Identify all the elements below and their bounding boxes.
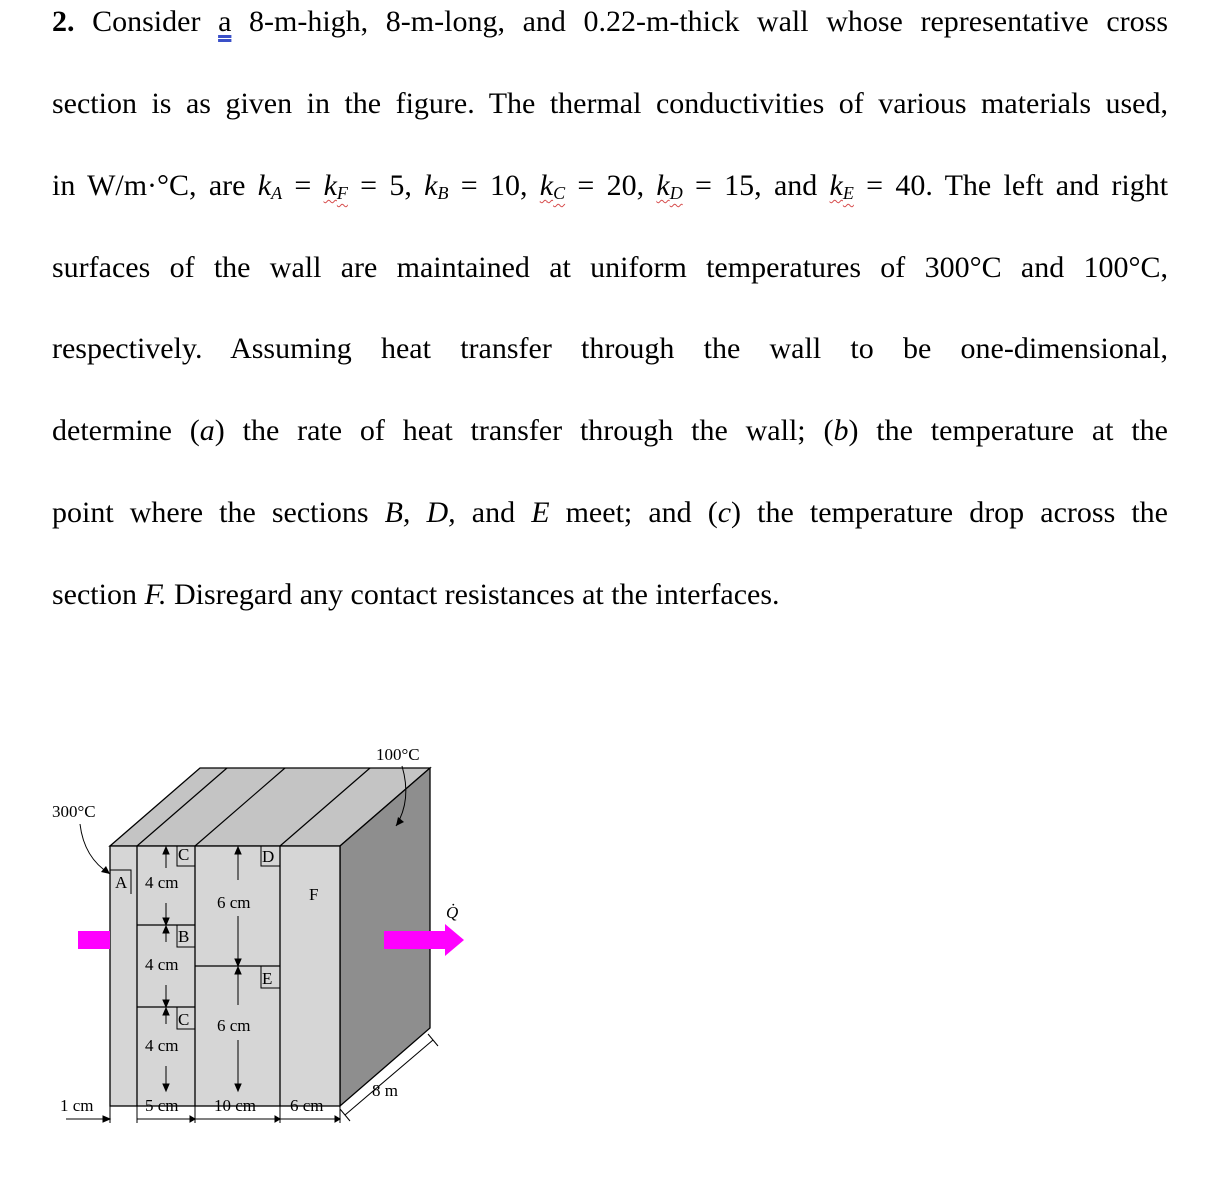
depth-tick [340,1109,350,1121]
text-segment: ) the temperature drop across the [731,496,1168,529]
symbol-k: k [257,169,272,202]
section-label-c-top: C [178,845,190,864]
dim-label-width-a: 1 cm [60,1096,94,1115]
text-segment: Consider [92,5,201,38]
text-segment: ) the temperature at the [848,414,1168,447]
dim-label-c-top: 4 cm [145,873,179,892]
text-segment: a [218,5,232,38]
dim-label-width-bc: 5 cm [145,1096,179,1115]
dim-label-e: 6 cm [217,1016,251,1035]
problem-line-8 [52,575,1168,615]
wall-diagram [0,720,520,1160]
text-segment: = 40. The left and right [853,169,1169,202]
section-label-d: D [262,847,275,866]
heat-flow-in-arrow [78,931,110,949]
text-segment: = [282,169,324,202]
depth-tick [428,1034,438,1046]
text-segment: F. [144,578,167,611]
temp-right-label: 100°C [376,745,420,764]
text-segment: meet; and ( [549,496,718,529]
section-label-b: B [178,927,190,946]
symbol-k: k [829,169,843,202]
text-segment: B, D, [384,496,456,529]
text-segment: = 10, [448,169,540,202]
subscript: E [842,183,854,203]
dim-label-b: 4 cm [145,955,179,974]
problem-line-3 [52,166,1168,213]
dim-label-depth: 8 m [372,1081,398,1100]
subscript: C [553,183,566,203]
text-segment: c [717,496,732,529]
problem-line-4: surfaces of the wall are maintained at uniform temperatures of 300°C and 100°C, [52,251,1168,284]
problem-line-7 [52,493,1168,533]
text-segment: determine ( [52,414,200,447]
leader-arrowhead [101,866,110,874]
text-segment: E [531,496,550,529]
problem-line-6 [52,411,1168,451]
dim-label-width-de: 10 cm [214,1096,257,1115]
text-segment: = 5, [347,169,425,202]
text-segment: and [455,496,532,529]
symbol-k: k [323,169,337,202]
text-segment: point where the sections [52,496,385,529]
problem-line-2: section is as given in the figure. The thermal conductivities of various materials used, [52,87,1168,120]
symbol-k: k [656,169,670,202]
text-segment: 8-m-high, 8-m-long, and 0.22-m-thick wall whose representative cross [249,5,1168,38]
problem-line-1 [52,2,1168,42]
subscript: D [669,183,683,203]
subscript: A [271,183,283,203]
section-label-e: E [262,969,273,988]
subscript: F [336,183,348,203]
section-label-f: F [309,885,319,904]
dim-label-d: 6 cm [217,893,251,912]
subscript: B [437,183,449,203]
temp-left-label: 300°C [52,802,96,821]
text-segment: b [833,414,849,447]
text-segment: = 20, [565,169,657,202]
text-segment: a [199,414,215,447]
problem-line-5: respectively. Assuming heat transfer through the wall to be one-dimensional, [52,332,1168,365]
text-segment: in W/m·°C, are [52,169,246,202]
section-label-c-bottom: C [178,1010,190,1029]
text-segment: Disregard any contact resistances at the interfaces. [166,578,780,611]
text-segment: = 15, and [682,169,830,202]
problem-number: 2. [52,5,75,38]
text-segment: ) the rate of heat transfer through the wall; ( [214,414,834,447]
symbol-k: k [539,169,554,202]
heat-rate-symbol: Q̇ [446,903,459,922]
dim-label-width-f: 6 cm [290,1096,324,1115]
wall-cross-section-figure [0,720,520,1160]
text-segment: section [52,578,145,611]
dim-label-c-bottom: 4 cm [145,1036,179,1055]
temp-left-leader [80,824,110,874]
symbol-k: k [424,169,438,202]
section-label-a: A [115,873,128,892]
